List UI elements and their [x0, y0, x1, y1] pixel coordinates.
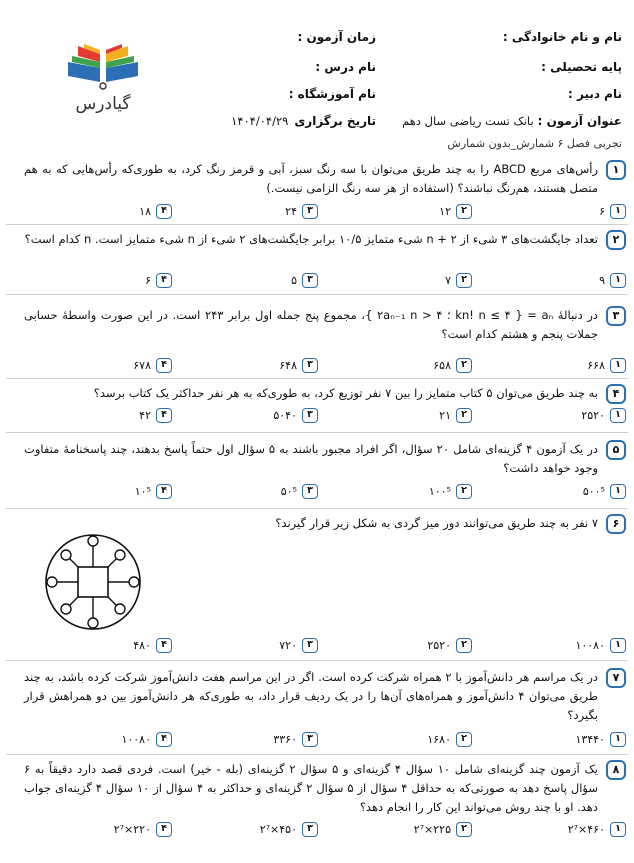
- option-value: ۲۵۲۰: [427, 639, 451, 652]
- option-value: ۵۰⁵: [280, 485, 297, 498]
- option-value: ۹: [599, 274, 605, 287]
- option-value: ۶: [145, 274, 151, 287]
- option-value: ۶: [599, 205, 605, 218]
- option-3[interactable]: [273, 408, 318, 423]
- option-4[interactable]: [133, 638, 172, 653]
- question-text: تعداد جایگشت‌های ۳ شیء از n + ۲ شیء متمایز ۱۰/۵ برابر جایگشت‌های ۲ شیء از n شیء متمایز است. n کدام است؟: [24, 232, 598, 246]
- exam-subtitle: تجربی فصل ۶ شمارش_بدون شمارش: [447, 137, 622, 150]
- option-value: ۲۴: [285, 205, 297, 218]
- question-number: ۲: [606, 230, 626, 250]
- question-text: یک آزمون چند گزینه‌ای شامل ۱۰ سؤال ۴ گزینه‌ای و ۵ سؤال ۲ گزینه‌ای (بله - خیر) است. فردی قصد دارد دقیقاً به ۶ سؤال پاسخ دهد به صورتی‌که به حداقل ۴ سؤال از ۵ سؤال ۲ گزینه‌ای و حداکثر به ۴ سؤال از ۱۰ سؤال ۴ گزینه‌ای جواب دهد. او با چند روش می‌تواند این کار را انجام دهد؟: [24, 762, 598, 814]
- question-text: به چند طریق می‌توان ۵ کتاب متمایز را بین ۷ نفر توزیع کرد، به طوری‌که به هر نفر حداکثر یک کتاب برسد؟: [93, 386, 598, 400]
- option-number: ۲: [456, 408, 472, 423]
- option-number: ۳: [302, 822, 318, 837]
- question-text: در یک آزمون ۴ گزینه‌ای شامل ۲۰ سؤال، اگر افراد مجبور باشند به ۵ سؤال اول حتماً پاسخ بدهند، چند پاسخنامهٔ متفاوت وجود خواهد داشت؟: [24, 442, 599, 475]
- question-number: ۶: [606, 514, 626, 534]
- option-number: ۲: [456, 822, 472, 837]
- option-3[interactable]: [279, 358, 318, 373]
- question-text: در دنبالهٔ aₙ = { kn! n ≤ ۴ ؛ ۲aₙ₋₁ n > ۴ }، مجموع پنج جمله اول برابر ۲۴۳ است. در این صورت واسطهٔ حسابی جملات پنجم و هشتم کدام است؟: [24, 308, 599, 341]
- option-number: ۱: [610, 638, 626, 653]
- question-text: رأس‌های مربع ABCD را به چند طریق می‌توان با سه رنگ سبز، آبی و قرمز رنگ کرد، به طوری‌که رأس‌هایی که به هم متصل هستند، هم‌رنگ نباشند؟ (استفاده از هر سه رنگ الزامی نیست.): [24, 162, 598, 195]
- option-value: ۱۰۰۸۰: [575, 639, 605, 652]
- option-number: ۴: [156, 822, 172, 837]
- option-number: ۳: [302, 638, 318, 653]
- option-value: ۲۲۰×۲⁷: [113, 823, 151, 836]
- option-1[interactable]: [568, 822, 626, 837]
- option-4[interactable]: [133, 358, 172, 373]
- divider: [6, 754, 628, 755]
- option-value: ۲۵۲۰: [581, 409, 605, 422]
- option-number: ۱: [610, 822, 626, 837]
- option-value: ۵: [291, 274, 297, 287]
- date-value: ۱۴۰۴/۰۴/۲۹: [231, 114, 289, 128]
- option-3[interactable]: [279, 638, 318, 653]
- option-number: ۴: [156, 732, 172, 747]
- divider: [6, 660, 628, 661]
- question-number: ۵: [606, 440, 626, 460]
- option-value: ۴۸۰: [133, 639, 151, 652]
- option-4[interactable]: [139, 204, 172, 219]
- options: [10, 408, 626, 426]
- option-2[interactable]: [439, 204, 472, 219]
- question-number: ۷: [606, 668, 626, 688]
- option-value: ۷: [445, 274, 451, 287]
- option-number: ۲: [456, 638, 472, 653]
- option-4[interactable]: [135, 484, 172, 499]
- option-number: ۲: [456, 732, 472, 747]
- option-value: ۴۶۰×۲⁷: [567, 823, 605, 836]
- logo: [62, 42, 144, 120]
- exam-title-label: عنوان آزمون :: [537, 114, 622, 128]
- option-number: ۱: [610, 484, 626, 499]
- option-number: ۱: [610, 732, 626, 747]
- question-number: ۴: [606, 384, 626, 404]
- name-label: نام و نام خانوادگی :: [502, 30, 622, 44]
- option-number: ۲: [456, 204, 472, 219]
- option-4[interactable]: [114, 822, 172, 837]
- option-number: ۱: [610, 273, 626, 288]
- question-text: ۷ نفر به چند طریق می‌توانند دور میز گردی به شکل زیر قرار گیرند؟: [275, 516, 598, 530]
- option-number: ۱: [610, 358, 626, 373]
- question-text: در یک مراسم هر دانش‌آموز با ۲ همراه شرکت کرده است. اگر در این مراسم هفت دانش‌آموز شرکت کرده باشد، به چند طریق می‌توان ۴ دانش‌آموز و همراه‌های آن‌ها را در یک ردیف قرار داد، به طوری‌که هر دانش‌آموز بین دو همراهش قرار بگیرد؟: [24, 670, 598, 722]
- options: [10, 358, 626, 376]
- option-2[interactable]: [433, 358, 472, 373]
- option-2[interactable]: [445, 273, 472, 288]
- option-2[interactable]: [427, 732, 472, 747]
- option-number: ۲: [456, 358, 472, 373]
- book-logo-icon: [62, 42, 144, 92]
- option-value: ۵۰۴۰: [273, 409, 297, 422]
- school-label: نام آموزشگاه :: [288, 87, 376, 101]
- option-value: ۱۰۰۸۰: [121, 733, 151, 746]
- option-2[interactable]: [439, 408, 472, 423]
- exam-title-value: بانک تست ریاضی سال دهم: [402, 114, 534, 128]
- option-2[interactable]: [427, 638, 472, 653]
- option-value: ۷۲۰: [279, 639, 297, 652]
- round-table-figure: [38, 532, 148, 632]
- option-value: ۱۰۰⁵: [428, 485, 451, 498]
- option-number: ۴: [156, 638, 172, 653]
- option-1[interactable]: [587, 358, 626, 373]
- option-number: ۱: [610, 204, 626, 219]
- option-3[interactable]: [285, 204, 318, 219]
- option-value: ۶۷۸: [133, 359, 151, 372]
- option-1[interactable]: [599, 273, 626, 288]
- option-number: ۳: [302, 484, 318, 499]
- option-2[interactable]: [414, 822, 472, 837]
- date-label: تاریخ برگزاری: [294, 114, 376, 128]
- option-1[interactable]: [581, 408, 626, 423]
- option-number: ۳: [302, 204, 318, 219]
- option-value: ۶۵۸: [433, 359, 451, 372]
- option-value: ۱۰⁵: [134, 485, 151, 498]
- logo-text: گیادرس: [75, 94, 131, 114]
- options: [10, 822, 626, 840]
- exam-title: [402, 114, 622, 128]
- option-number: ۲: [456, 273, 472, 288]
- option-number: ۴: [156, 484, 172, 499]
- option-value: ۴۲: [139, 409, 151, 422]
- divider: [6, 432, 628, 433]
- option-1[interactable]: [583, 484, 626, 499]
- option-number: ۴: [156, 408, 172, 423]
- option-4[interactable]: [139, 408, 172, 423]
- option-value: ۱۸: [139, 205, 151, 218]
- option-value: ۲۲۵×۲⁷: [413, 823, 451, 836]
- option-4[interactable]: [121, 732, 172, 747]
- option-value: ۲۱: [439, 409, 451, 422]
- option-value: ۶۴۸: [279, 359, 297, 372]
- option-number: ۴: [156, 204, 172, 219]
- option-value: ۳۳۶۰: [273, 733, 297, 746]
- option-number: ۴: [156, 273, 172, 288]
- teacher-label: نام دبیر :: [568, 87, 622, 101]
- divider: [6, 224, 628, 225]
- option-value: ۱۲: [439, 205, 451, 218]
- question-number: ۳: [606, 306, 626, 326]
- grade-label: پایه تحصیلی :: [541, 60, 622, 74]
- options: [10, 273, 626, 291]
- option-1[interactable]: [575, 732, 626, 747]
- option-value: ۵۰۰⁵: [582, 485, 605, 498]
- option-number: ۳: [302, 273, 318, 288]
- option-number: ۳: [302, 358, 318, 373]
- option-3[interactable]: [291, 273, 318, 288]
- options: [10, 732, 626, 750]
- option-number: ۳: [302, 732, 318, 747]
- option-4[interactable]: [145, 273, 172, 288]
- option-value: ۱۶۸۰: [427, 733, 451, 746]
- divider: [6, 508, 628, 509]
- divider: [6, 378, 628, 379]
- options: [10, 484, 626, 502]
- options: [10, 638, 626, 656]
- option-number: ۳: [302, 408, 318, 423]
- question-number: ۸: [606, 760, 626, 780]
- divider: [6, 294, 628, 295]
- options: [10, 204, 626, 222]
- option-value: ۱۳۴۴۰: [575, 733, 605, 746]
- option-value: ۶۶۸: [587, 359, 605, 372]
- course-label: نام درس :: [315, 60, 376, 74]
- option-number: ۱: [610, 408, 626, 423]
- option-2[interactable]: [429, 484, 472, 499]
- option-3[interactable]: [260, 822, 318, 837]
- question-number: ۱: [606, 160, 626, 180]
- option-1[interactable]: [599, 204, 626, 219]
- exam-time-label: زمان آزمون :: [297, 30, 376, 44]
- exam-date: [231, 114, 376, 128]
- option-3[interactable]: [281, 484, 318, 499]
- option-3[interactable]: [273, 732, 318, 747]
- option-number: ۲: [456, 484, 472, 499]
- option-number: ۴: [156, 358, 172, 373]
- option-value: ۴۵۰×۲⁷: [259, 823, 297, 836]
- option-1[interactable]: [575, 638, 626, 653]
